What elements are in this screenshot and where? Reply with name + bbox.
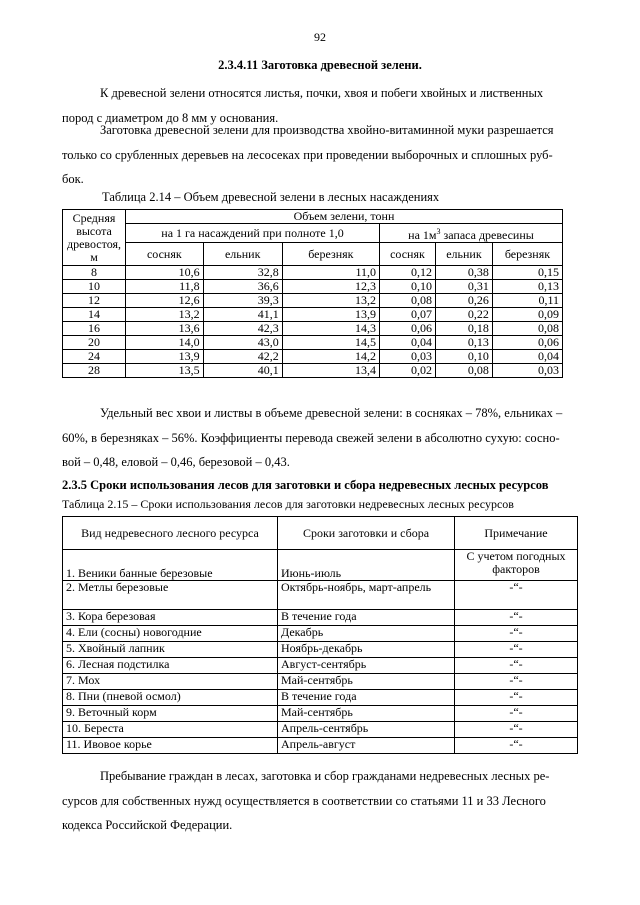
text-line: пород с диаметром до 8 мм у основания.	[62, 110, 279, 125]
text-line: сурсов для собственных нужд осуществляется в соответствии со статьями 11 и 33 Лесного	[62, 793, 546, 808]
table-row	[63, 308, 563, 322]
table-cell: 13,9	[126, 350, 204, 364]
table-cell: -“-	[455, 722, 578, 738]
table-cell: 14,5	[282, 336, 379, 350]
table-cell: 20	[63, 336, 126, 350]
text-line: Заготовка древесной зелени для производства хвойно-витаминной муки разрешается	[100, 123, 554, 137]
table-row	[63, 738, 578, 754]
table-row	[63, 722, 578, 738]
table-cell: 0,31	[435, 280, 492, 294]
table-cell: 0,06	[492, 336, 562, 350]
table-cell: 28	[63, 364, 126, 378]
table-cell: 0,12	[380, 266, 436, 280]
header-height: Средняя высота древостоя, м	[63, 210, 126, 266]
table-cell: 42,2	[203, 350, 282, 364]
text-line: вой – 0,48, еловой – 0,46, березовой – 0,43.	[62, 455, 290, 470]
sub-header: березняк	[282, 243, 379, 266]
header-resource: Вид недревесного лесного ресурса	[63, 517, 278, 550]
text-line: бок.	[62, 172, 84, 187]
header-group-2: на $1м^3$ запаса древесины	[380, 224, 563, 243]
table-cell: 41,1	[203, 308, 282, 322]
table-cell: 0,11	[492, 294, 562, 308]
table-cell: 11,8	[126, 280, 204, 294]
sub-header: сосняк	[380, 243, 436, 266]
table-row	[63, 364, 563, 378]
table-cell: 42,3	[203, 322, 282, 336]
table-cell: В течение года	[278, 610, 455, 626]
table-cell: 1. Веники банные березовые	[63, 550, 278, 581]
table1-caption: Таблица 2.14 – Объем древесной зелени в лесных насаждениях	[102, 190, 440, 204]
table-cell: 0,10	[380, 280, 436, 294]
table-cell: 0,08	[380, 294, 436, 308]
table-cell: Апрель-август	[278, 738, 455, 754]
table-cell: 14,3	[282, 322, 379, 336]
table-cell: -“-	[455, 738, 578, 754]
table-cell: 0,06	[380, 322, 436, 336]
table-row	[63, 350, 563, 364]
paragraph-4	[62, 764, 578, 838]
table-row	[63, 550, 578, 581]
table-cell: Май-сентябрь	[278, 706, 455, 722]
table-cell: 10. Береста	[63, 722, 278, 738]
table-cell: 10,6	[126, 266, 204, 280]
table-row	[63, 294, 563, 308]
table-cell: 12,3	[282, 280, 379, 294]
table-cell: 0,02	[380, 364, 436, 378]
table-cell: 8	[63, 266, 126, 280]
table-cell: 0,18	[435, 322, 492, 336]
table-cell: 13,2	[282, 294, 379, 308]
table-cell: 11,0	[282, 266, 379, 280]
table-row	[63, 280, 563, 294]
table-cell: 5. Хвойный лапник	[63, 642, 278, 658]
table-cell: 3. Кора березовая	[63, 610, 278, 626]
table-cell: 24	[63, 350, 126, 364]
sub-header: ельник	[203, 243, 282, 266]
resources-table	[62, 516, 578, 754]
table-cell: 0,10	[435, 350, 492, 364]
table-row	[63, 626, 578, 642]
table-cell: 13,5	[126, 364, 204, 378]
table-cell: 13,4	[282, 364, 379, 378]
table-cell: 0,07	[380, 308, 436, 322]
table-cell: Август-сентябрь	[278, 658, 455, 674]
table-cell: 0,03	[492, 364, 562, 378]
table-cell: 0,13	[492, 280, 562, 294]
table-cell: 0,09	[492, 308, 562, 322]
text-line: только со срубленных деревьев на лесосеках при проведении выборочных и сплошных руб-	[62, 147, 553, 162]
table-row	[63, 581, 578, 610]
table-cell: -“-	[455, 706, 578, 722]
text-line: К древесной зелени относятся листья, почки, хвоя и побеги хвойных и лиственных	[100, 86, 544, 100]
table-cell: 16	[63, 322, 126, 336]
table-row	[63, 336, 563, 350]
text-line: Пребывание граждан в лесах, заготовка и сбор гражданами недревесных лесных ре-	[100, 769, 550, 783]
table-cell: 14	[63, 308, 126, 322]
table-cell: Апрель-сентябрь	[278, 722, 455, 738]
text-line: кодекса Российской Федерации.	[62, 818, 233, 833]
section-title: 2.3.4.11 Заготовка древесной зелени.	[218, 58, 422, 72]
paragraph-3	[62, 401, 578, 475]
table2-caption: Таблица 2.15 – Сроки использования лесов для заготовки недревесных лесных ресурсов	[62, 497, 514, 511]
table-cell: 0,38	[435, 266, 492, 280]
paragraph-2	[62, 118, 578, 192]
text-line: Удельный вес хвои и листвы в объеме древесной зелени: в сосняках – 78%, ельниках –	[100, 406, 563, 420]
table-cell: -“-	[455, 626, 578, 642]
table-cell: 0,04	[380, 336, 436, 350]
table-cell: -“-	[455, 642, 578, 658]
header-group-1: на 1 га насаждений при полноте 1,0	[126, 224, 380, 243]
text-line: 60%, в березняках – 56%. Коэффициенты перевода свежей зелени в абсолютно сухую: сосно-	[62, 430, 560, 445]
table-cell: 12,6	[126, 294, 204, 308]
table-cell: -“-	[455, 581, 578, 610]
table-cell: -“-	[455, 690, 578, 706]
table-cell: 9. Веточный корм	[63, 706, 278, 722]
volume-table	[62, 209, 563, 378]
table-row	[63, 610, 578, 626]
table-row	[63, 690, 578, 706]
table-cell: 39,3	[203, 294, 282, 308]
header-volume: Объем зелени, тонн	[126, 210, 563, 224]
table-cell: 36,6	[203, 280, 282, 294]
sub-header: березняк	[492, 243, 562, 266]
table-cell: 0,26	[435, 294, 492, 308]
table-row	[63, 658, 578, 674]
header-note: Примечание	[455, 517, 578, 550]
table-cell: 12	[63, 294, 126, 308]
sub-header: сосняк	[126, 243, 204, 266]
section2-title: 2.3.5 Сроки использования лесов для заготовки и сбора недревесных лесных ресурсов	[62, 478, 549, 492]
table-cell: 14,0	[126, 336, 204, 350]
table-cell: 43,0	[203, 336, 282, 350]
table-cell: 0,22	[435, 308, 492, 322]
table-cell: Июнь-июль	[278, 550, 455, 581]
header-period: Сроки заготовки и сбора	[278, 517, 455, 550]
table-cell: Ноябрь-декабрь	[278, 642, 455, 658]
table-cell: 7. Мох	[63, 674, 278, 690]
table-cell: 8. Пни (пневой осмол)	[63, 690, 278, 706]
table-row	[63, 266, 563, 280]
table-cell: 2. Метлы березовые	[63, 581, 278, 610]
table-cell: Май-сентябрь	[278, 674, 455, 690]
table-cell: 10	[63, 280, 126, 294]
table-cell: -“-	[455, 610, 578, 626]
table-cell: Октябрь-ноябрь, март-апрель	[278, 581, 455, 610]
table-cell: 6. Лесная подстилка	[63, 658, 278, 674]
table-cell: 4. Ели (сосны) новогодние	[63, 626, 278, 642]
table-cell: 40,1	[203, 364, 282, 378]
table-cell: С учетом погодных факторов	[455, 550, 578, 581]
table-row	[63, 674, 578, 690]
table-cell: 0,08	[492, 322, 562, 336]
sub-header: ельник	[435, 243, 492, 266]
table-cell: 32,8	[203, 266, 282, 280]
table-cell: В течение года	[278, 690, 455, 706]
table-cell: 13,9	[282, 308, 379, 322]
table-row	[63, 706, 578, 722]
table-cell: 0,04	[492, 350, 562, 364]
table-cell: -“-	[455, 658, 578, 674]
table-row	[63, 642, 578, 658]
table-cell: 13,6	[126, 322, 204, 336]
table-cell: 0,13	[435, 336, 492, 350]
table-row	[63, 322, 563, 336]
table-cell: 0,08	[435, 364, 492, 378]
table-cell: 11. Ивовое корье	[63, 738, 278, 754]
table-cell: 0,15	[492, 266, 562, 280]
table-cell: 0,03	[380, 350, 436, 364]
table-cell: Декабрь	[278, 626, 455, 642]
table-cell: 13,2	[126, 308, 204, 322]
table-cell: 14,2	[282, 350, 379, 364]
table-cell: -“-	[455, 674, 578, 690]
page-number: 92	[314, 30, 326, 44]
